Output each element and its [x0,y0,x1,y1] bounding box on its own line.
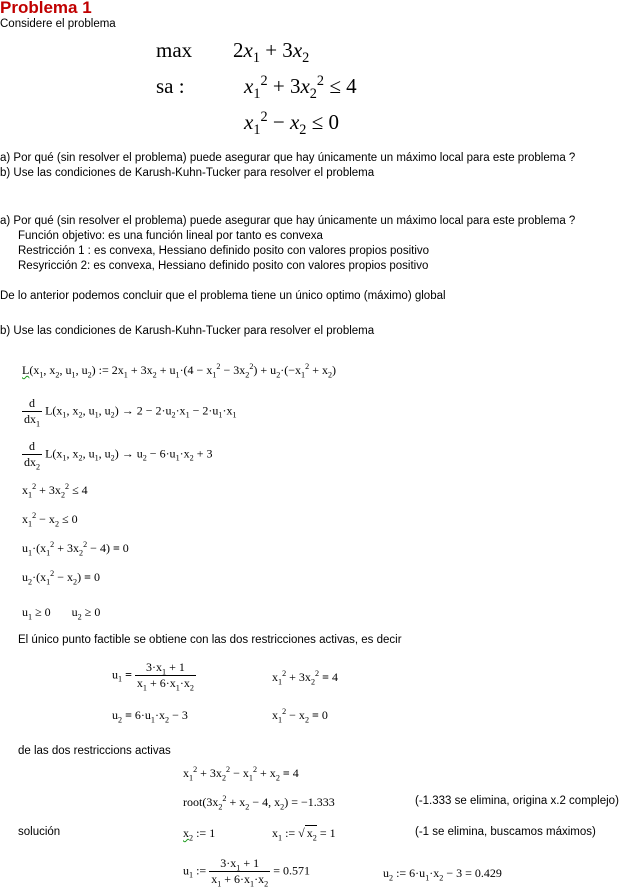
note-eliminated-root: (-1.333 se elimina, origina x.2 complejo) [415,795,619,807]
x2-assignment: $x_2$ := 1 [183,826,216,843]
kkt-constraint-2: $x_1^2 - x_2 \le 0$ [22,511,78,529]
answer-a-line-1: Función objetivo: es una función lineal por tanto es convexa [18,230,323,242]
constraint-2: $x_1^2 - x_2 \le 0$ [244,109,339,139]
constraint-1: $x_1^2 + 3x_2^2 \le 4$ [244,73,357,103]
x1-value: 1 [329,826,336,840]
de-las-text: de las dos restriccions activas [18,745,171,757]
u1-expression: $u_1$ = $\frac{3\cdot x_1 + 1}{x_1 + 6\cdot x_1\cdot x_2}$ [112,660,194,693]
solucion-label: solución [18,826,61,838]
root-expression: $root(3x_2^2 + x_2 - 4$, $x_2) = -1.333$ [183,794,335,812]
page-title: Problema 1 [0,0,92,17]
derivative-x2: $\frac{d}{dx_2}$ $L(x_1$, $x_2$, $u_1$, $u_2) \to u_2 - 6\cdot u_1\cdot x_2 + 3$ [24,439,213,472]
u2-result: $u_2$ := $6\cdot u_1\cdot x_2 - 3 = 0.429$ [383,866,502,883]
answer-a-line-2: Restricción 1 : es convexa, Hessiano definido posito con valores propios positivo [18,245,430,257]
max-label: max [156,38,193,62]
u1-value: 0.571 [282,863,310,878]
answer-a-heading: a) Por qué (sin resolver el problema) puede asegurar que hay únicamente un máximo local para este problema ? [0,215,576,227]
question-a: a) Por qué (sin resolver el problema) puede asegurar que hay únicamente un máximo local para este problema ? [0,152,576,164]
note-eliminated-minus-one: (-1 se elimina, buscamos máximos) [415,826,596,838]
root-result: −1.333 [300,795,335,809]
objective: $2x_1 + 3x_2$ [233,38,310,67]
answer-a-line-3: Resyricción 2: es convexa, Hessiano definido posito con valores propios positivo [18,260,429,272]
unique-point-text: El único punto factible se obtiene con las dos restricciones activas, es decir [18,634,402,646]
sa-label: sa : [156,74,185,98]
x1-assignment: $x_1$ := √ $x_2 = 1$ [272,826,336,843]
nonnegativity: $u_1 \ge 0$ $u_2 \ge 0$ [22,605,101,622]
complementary-1: $u_1\cdot(x_1^2 + 3x_2^2 - 4) = 0$ [22,540,129,558]
u2-value: 0.429 [474,866,502,880]
derivative-x1: $\frac{d}{dx_1}$ $L(x_1$, $x_2$, $u_1$, $u_2) \to 2 - 2\cdot u_2\cdot x_1 - 2\cdot u_1\cdot x_1$ [24,396,237,429]
question-b: b) Use las condiciones de Karush-Kuhn-Tucker para resolver el problema [0,167,375,179]
combined-equation: $x_1^2 + 3x_2^2 - x_1^2 + x_2 = 4$ [183,765,299,783]
u2-expression: $u_2 = 6\cdot u_1\cdot x_2 - 3$ [112,708,188,725]
answer-b-heading: b) Use las condiciones de Karush-Kuhn-Tucker para resolver el problema [0,325,375,337]
complementary-2: $u_2\cdot(x_1^2 - x_2) = 0$ [22,569,100,587]
active-c2: $x_1^2 - x_2 = 0$ [272,707,328,725]
intro-text: Considere el problema [0,18,116,30]
conclusion-text: De lo anterior podemos concluir que el problema tiene un único optimo (máximo) global [0,290,446,302]
kkt-constraint-1: $x_1^2 + 3x_2^2 \le 4$ [22,482,88,500]
u1-result: $u_1$ := $\frac{3\cdot x_1 + 1}{x_1 + 6\cdot x_1\cdot x_2}$ = 0.571 [183,856,310,889]
active-c1: $x_1^2 + 3x_2^2 = 4$ [272,669,338,687]
lagrangian-definition: $L(x_1$, $x_2$, $u_1$, $u_2$) := $2x_1 + 3x_2 + u_1\cdot(4 - x_1^2 - 3x_2^2) + u_2\cdot(-x_1^2 + x_2)$ [22,362,337,380]
x2-value: 1 [209,826,216,840]
